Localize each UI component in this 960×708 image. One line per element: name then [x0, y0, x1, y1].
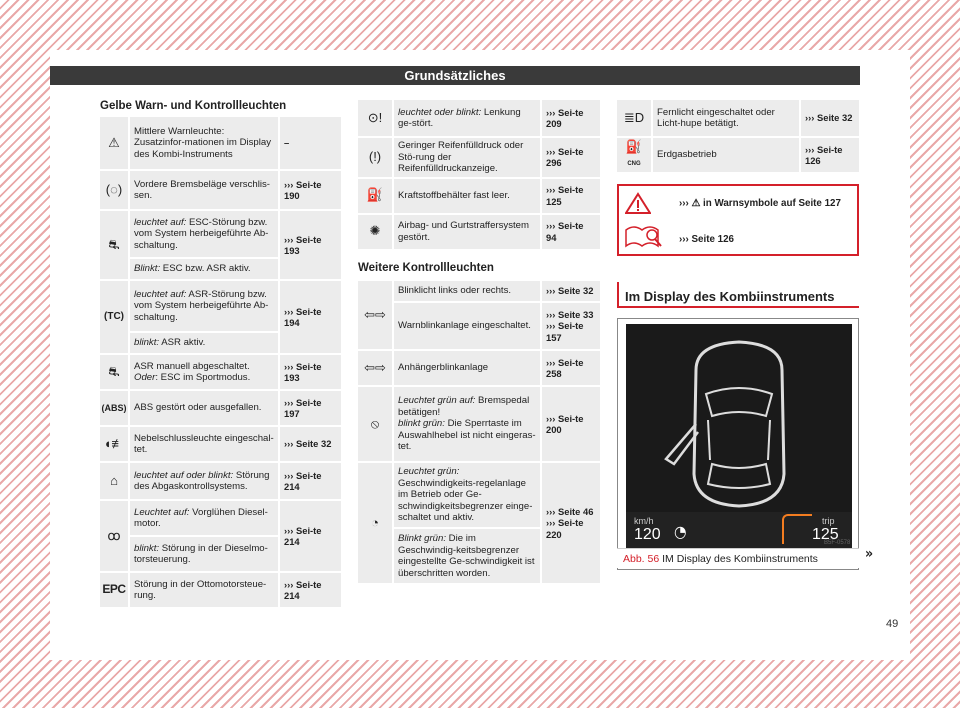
row-desc: ABS gestört oder ausgefallen.: [130, 391, 280, 427]
row-desc: ESC-Störung bzw. vom System herbeigeführte Ab-schaltung.: [134, 216, 269, 251]
row-desc: ASR-Störung bzw. vom System herbeigeführte Ab-schaltung.: [134, 288, 269, 323]
row-desc: Die Sperrtaste im Auswahlhebel ist nicht eingeras-tet.: [398, 418, 536, 453]
warning-line-1: ››› ⚠ in Warnsymbole auf Seite 127: [679, 198, 841, 209]
row-ref: ››› Sei-te 94: [542, 215, 600, 251]
row-ref: ››› Sei-te 193: [280, 211, 341, 281]
epc-icon: EPC: [102, 581, 126, 596]
row-desc: : ESC im Sportmodus.: [155, 372, 251, 383]
trailer-indicator-icon: ⇦⇨: [364, 359, 386, 375]
row-desc: Anhängerblinkanlage: [394, 351, 542, 387]
caption-text: IM Display des Kombiinstruments: [662, 553, 818, 565]
figure-code: B5F-0578: [824, 540, 851, 546]
row-prefix: leuchtet auf:: [134, 216, 187, 228]
row-ref: ››› Seite 46 ››› Sei-te 220: [542, 463, 600, 585]
row-ref: ››› Seite 33 ››› Sei-te 157: [542, 303, 600, 351]
figure-caption: [617, 548, 859, 568]
row-desc: Erdgasbetrieb: [653, 138, 801, 174]
warning-triangle-icon: [625, 192, 651, 214]
row-ref: ››› Sei-te 258: [542, 351, 600, 387]
row-desc: Kraftstoffbehälter fast leer.: [394, 179, 542, 215]
cruise-control-icon: ◔: [371, 514, 379, 530]
row-prefix: leuchtet auf oder blinkt:: [134, 469, 234, 481]
row-desc: Störung in der Dieselmo-torsteuerung.: [134, 542, 268, 565]
page-header: Grundsätzliches: [50, 66, 860, 85]
cng-label: CNG: [627, 160, 641, 167]
continue-marker: »: [865, 546, 874, 562]
row-ref: ››› Sei-te 209: [542, 100, 600, 138]
section-title-other: Weitere Kontrollleuchten: [358, 262, 494, 274]
warning-line-2: ››› Seite 126: [679, 234, 734, 245]
row-ref: –: [280, 117, 341, 171]
display-section-title: Im Display des Kombiinstruments: [617, 282, 859, 308]
row-ref: ››› Sei-te 214: [280, 463, 341, 501]
row-prefix: leuchtet oder blinkt:: [398, 106, 482, 118]
row-ref: ››› Seite 32: [542, 281, 600, 303]
caption-number: Abb. 56: [623, 553, 660, 565]
airbag-icon: ✺: [369, 223, 381, 239]
row-prefix: Leuchtet grün auf:: [398, 395, 476, 407]
row-prefix: Leuchtet grün:: [398, 466, 460, 478]
row-desc: ASR aktiv.: [159, 337, 206, 349]
cng-icon: ⛽ CNG: [625, 138, 643, 167]
row-ref: ››› Sei-te 126: [801, 138, 859, 174]
orange-accent: [782, 514, 812, 544]
figure-56: [617, 318, 859, 570]
row-prefix: Blinkt:: [134, 263, 161, 275]
row-ref: ››› Sei-te 214: [280, 501, 341, 573]
row-desc: Geschwindigkeits-regelanlage im Betrieb oder Ge-schwindigkeitsbegrenzer einge-schaltet und aktiv.: [398, 477, 533, 524]
kmh-label: km/h: [634, 516, 654, 526]
speed-value: 120: [634, 526, 661, 543]
row-prefix: blinkt grün:: [398, 418, 445, 430]
engine-icon: ⌂: [110, 472, 118, 488]
row-desc: ASR manuell abgeschaltet.: [134, 360, 250, 372]
trip-label: trip: [822, 516, 835, 526]
row-ref: ››› Sei-te 200: [542, 387, 600, 463]
row-prefix: blinkt:: [134, 337, 160, 349]
tc-traction-icon: (TC): [104, 311, 124, 322]
yellow-lights-table: [100, 117, 341, 609]
trip-value: 125: [812, 526, 839, 543]
row-prefix: leuchtet auf:: [134, 288, 187, 300]
speedometer-icon: ◔: [674, 522, 687, 541]
row-desc: Airbag- und Gurtstraffersystem gestört.: [394, 215, 542, 251]
row-ref: ››› Sei-te 214: [280, 573, 341, 609]
turn-signal-icon: ⇦⇨: [364, 306, 386, 322]
glow-plug-icon: ꝏ: [107, 527, 121, 543]
row-desc: Vordere Bremsbeläge verschlis-sen.: [130, 171, 280, 211]
row-ref: ››› Sei-te 125: [542, 179, 600, 215]
row-desc: Nebelschlussleuchte eingeschal-tet.: [130, 427, 280, 463]
brake-pad-icon: (◌): [105, 181, 123, 197]
warning-triangle-icon: ⚠: [108, 134, 120, 150]
page-number: 49: [886, 618, 899, 630]
row-prefix: Leuchtet auf:: [134, 506, 190, 518]
row-ref: ››› Sei-te 197: [280, 391, 341, 427]
row-desc: Störung des Abgaskontrollsystems.: [134, 469, 270, 492]
fuel-pump-icon: ⛽: [366, 187, 384, 203]
esc-skid-icon: ⛐: [108, 236, 120, 252]
section-title-yellow: Gelbe Warn- und Kontrollleuchten: [100, 100, 287, 112]
row-ref: ››› Sei-te 194: [280, 281, 341, 355]
row-desc: Blinklicht links oder rechts.: [394, 281, 542, 303]
row-prefix: blinkt:: [134, 542, 160, 554]
row-desc: Die im Geschwindig-keitsbegrenzer eingestellte Ge-schwindigkeit ist überschritten worden.: [398, 533, 535, 579]
row-ref: ››› Sei-te 296: [542, 138, 600, 179]
rear-fog-light-icon: ◖≢: [103, 435, 125, 451]
high-beam-icon: ≣D: [623, 109, 645, 125]
row-desc: Mittlere Warnleuchte: Zusatzinfor-mationen im Display des Kombi-Instruments: [130, 117, 280, 171]
row-ref: ››› Sei-te 190: [280, 171, 341, 211]
row-desc: Geringer Reifenfülldruck oder Stö-rung der Reifenfülldruckanzeige.: [394, 138, 542, 179]
row-prefix: Oder: [134, 372, 156, 383]
yellow-lights-table-2: [358, 100, 600, 251]
warning-box: [617, 184, 859, 256]
other-lights-table: [358, 281, 600, 585]
esc-off-icon: ⛐: [108, 363, 120, 379]
row-desc: Störung in der Ottomotorsteue-rung.: [130, 573, 280, 609]
manual-read-icon: [624, 224, 664, 250]
row-desc: Lenkung ge-stört.: [398, 106, 521, 129]
row-ref: ››› Seite 32: [280, 427, 341, 463]
abs-icon: (ABS): [101, 403, 127, 413]
row-desc: Bremspedal betätigen!: [398, 395, 530, 418]
row-desc: Vorglühen Diesel-motor.: [134, 506, 268, 529]
row-desc: Warnblinkanlage eingeschaltet.: [394, 303, 542, 351]
tire-pressure-icon: (!): [368, 149, 382, 164]
car-outline-icon: [626, 324, 852, 548]
steering-icon: ⊙!: [367, 109, 383, 125]
instrument-display: [626, 324, 852, 548]
row-desc: Fernlicht eingeschaltet oder Licht-hupe betätigt.: [653, 100, 801, 138]
col3-table: [617, 100, 859, 174]
row-desc: ESC bzw. ASR aktiv.: [160, 263, 251, 275]
brake-pedal-icon: ⦸: [370, 415, 380, 431]
row-prefix: Blinkt grün:: [398, 533, 446, 544]
row-ref: ››› Seite 32: [801, 100, 859, 138]
row-ref: ››› Sei-te 193: [280, 355, 341, 391]
